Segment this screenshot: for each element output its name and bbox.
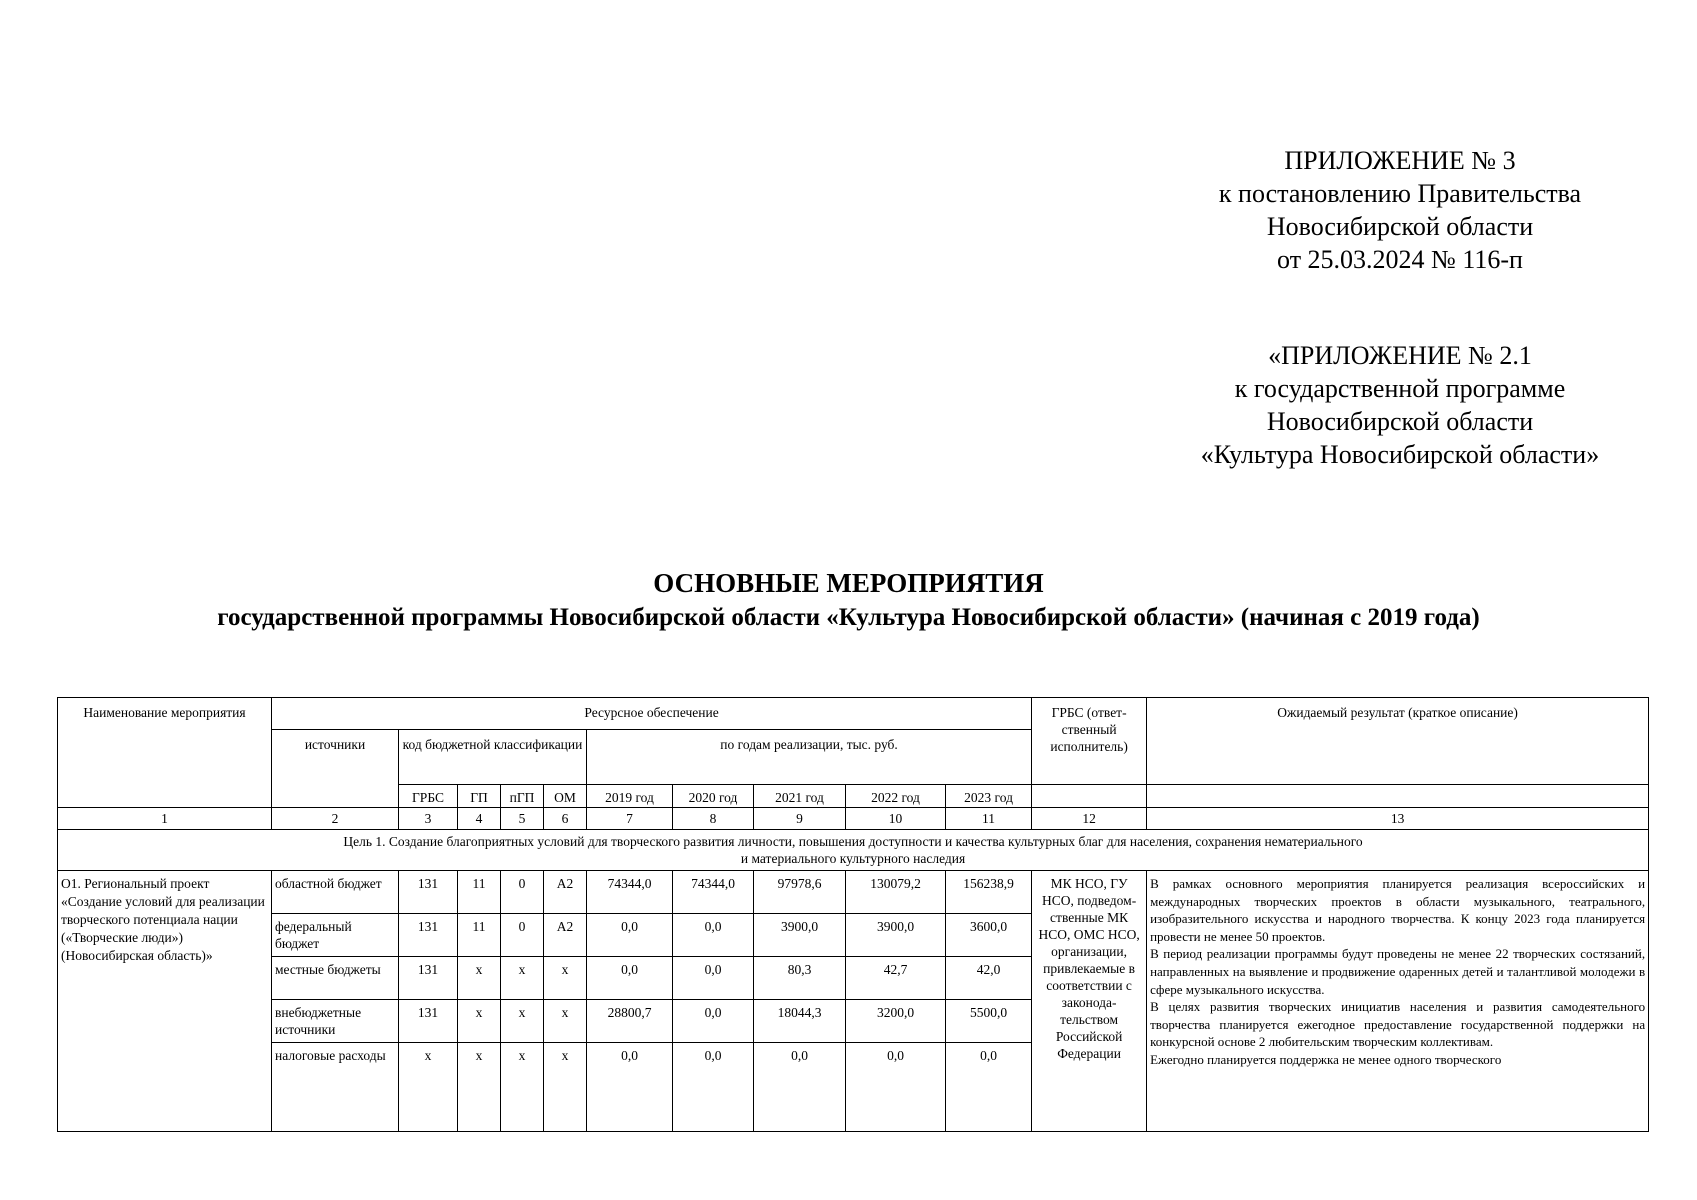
year-2023-cell: 42,0 — [946, 957, 1032, 1000]
code-om-cell: А2 — [544, 871, 587, 914]
result-paragraph: В рамках основного мероприятия планируется реализация всероссийских и международных творческих проектов в области музыкального, театрального, изобразительного искусства и народного творчества. К концу 2023 года планируется провести не менее 50 проектов. — [1150, 876, 1646, 944]
year-2021-cell: 18044,3 — [754, 1000, 846, 1043]
year-2022-cell: 42,7 — [846, 957, 946, 1000]
year-2019-cell: 28800,7 — [587, 1000, 673, 1043]
code-grbs-cell: х — [399, 1043, 458, 1132]
code-om-cell: х — [544, 1000, 587, 1043]
year-2019-cell: 0,0 — [587, 1043, 673, 1132]
year-2021-cell: 3900,0 — [754, 914, 846, 957]
column-number: 10 — [846, 808, 946, 830]
year-2022-cell: 3900,0 — [846, 914, 946, 957]
source-cell: областной бюджет — [272, 871, 399, 914]
goal-row — [58, 830, 1649, 871]
column-number: 3 — [399, 808, 458, 830]
appendix-header — [1140, 144, 1660, 276]
column-number: 1 — [58, 808, 272, 830]
header-year-2020: 2020 год — [673, 785, 754, 808]
header-resources: Ресурсное обеспечение — [272, 698, 1032, 730]
code-gp-cell: х — [458, 957, 501, 1000]
column-number-row — [58, 808, 1649, 830]
column-number: 12 — [1032, 808, 1147, 830]
expected-result-cell — [1147, 871, 1649, 1132]
executor-cell: МК НСО, ГУ НСО, подведом-ственные МК НСО, ОМС НСО, организации, привлекаемые в соответствии с законода-тельством Российской Федерации — [1032, 871, 1147, 1132]
year-2022-cell: 3200,0 — [846, 1000, 946, 1043]
column-number: 2 — [272, 808, 399, 830]
header-by-years: по годам реализации, тыс. руб. — [587, 730, 1032, 785]
events-table — [57, 697, 1649, 1132]
program-appendix-header — [1140, 339, 1660, 471]
code-om-cell: х — [544, 957, 587, 1000]
code-grbs-cell: 131 — [399, 957, 458, 1000]
appendix-region: Новосибирской области — [1266, 212, 1534, 241]
table-row — [58, 871, 1649, 914]
header-year-2019: 2019 год — [587, 785, 673, 808]
year-2019-cell: 74344,0 — [587, 871, 673, 914]
header-year-2022: 2022 год — [846, 785, 946, 808]
header-code-gp: ГП — [458, 785, 501, 808]
column-number: 13 — [1147, 808, 1649, 830]
source-cell: местные бюджеты — [272, 957, 399, 1000]
header-year-2023: 2023 год — [946, 785, 1032, 808]
code-pgp-cell: х — [501, 1043, 544, 1132]
code-pgp-cell: х — [501, 1000, 544, 1043]
code-gp-cell: 11 — [458, 914, 501, 957]
goal-cell — [58, 830, 1649, 871]
year-2022-cell: 0,0 — [846, 1043, 946, 1132]
header-code-pgp: пГП — [501, 785, 544, 808]
year-2022-cell: 130079,2 — [846, 871, 946, 914]
code-pgp-cell: 0 — [501, 914, 544, 957]
year-2020-cell: 0,0 — [673, 957, 754, 1000]
header-code-om: ОМ — [544, 785, 587, 808]
page-title: ОСНОВНЫЕ МЕРОПРИЯТИЯ — [653, 568, 1044, 598]
result-paragraph: Ежегодно планируется поддержка не менее одного творческого — [1150, 1051, 1502, 1067]
column-number: 9 — [754, 808, 846, 830]
column-number: 5 — [501, 808, 544, 830]
column-number: 8 — [673, 808, 754, 830]
code-pgp-cell: х — [501, 957, 544, 1000]
year-2020-cell: 0,0 — [673, 1043, 754, 1132]
program-appendix-region: Новосибирской области — [1266, 407, 1534, 436]
header-expected-result: Ожидаемый результат (краткое описание) — [1147, 698, 1649, 785]
year-2020-cell: 0,0 — [673, 914, 754, 957]
code-grbs-cell: 131 — [399, 871, 458, 914]
header-budget-code: код бюджетной классификации — [399, 730, 587, 785]
code-om-cell: А2 — [544, 914, 587, 957]
result-paragraph: В целях развития творческих инициатив населения и развития самодеятельного творчества планируется ежегодное предоставление государственной поддержки на конкурсной основе 2 любительским творческим коллективам. — [1150, 999, 1646, 1050]
code-grbs-cell: 131 — [399, 914, 458, 957]
source-cell: федеральный бюджет — [272, 914, 399, 957]
program-appendix-name: «Культура Новосибирской области» — [1200, 440, 1600, 469]
code-om-cell: х — [544, 1043, 587, 1132]
header-sources: источники — [272, 730, 399, 808]
appendix-reference: к постановлению Правительства — [1218, 179, 1582, 208]
appendix-date-number: от 25.03.2024 № 116-п — [1277, 245, 1523, 274]
year-2019-cell: 0,0 — [587, 957, 673, 1000]
goal-text-line2: и материального культурного наследия — [740, 851, 966, 866]
code-pgp-cell: 0 — [501, 871, 544, 914]
header-empty-12 — [1032, 785, 1147, 808]
year-2021-cell: 97978,6 — [754, 871, 846, 914]
program-appendix-number: «ПРИЛОЖЕНИЕ № 2.1 — [1268, 341, 1532, 370]
code-grbs-cell: 131 — [399, 1000, 458, 1043]
year-2020-cell: 74344,0 — [673, 871, 754, 914]
program-appendix-reference: к государственной программе — [1234, 374, 1566, 403]
column-number: 11 — [946, 808, 1032, 830]
year-2023-cell: 0,0 — [946, 1043, 1032, 1132]
appendix-number: ПРИЛОЖЕНИЕ № 3 — [1284, 146, 1516, 175]
year-2021-cell: 0,0 — [754, 1043, 846, 1132]
header-event-name: Наименование мероприятия — [58, 698, 272, 808]
page-subtitle: государственной программы Новосибирской области «Культура Новосибирской области» (начиная с 2019 года) — [217, 604, 1480, 631]
header-year-2021: 2021 год — [754, 785, 846, 808]
header-empty-13 — [1147, 785, 1649, 808]
event-name-cell: О1. Региональный проект «Создание условий для реализации творческого потенциала нации («Творческие люди») (Новосибирская область)» — [58, 871, 272, 1132]
result-paragraph: В период реализации программы будут проведены не менее 22 творческих состязаний, направленных на выявление и продвижение одаренных детей и талантливой молодежи в сфере музыкального искусства. — [1150, 946, 1646, 997]
year-2021-cell: 80,3 — [754, 957, 846, 1000]
header-row-1 — [58, 698, 1649, 730]
column-number: 6 — [544, 808, 587, 830]
year-2023-cell: 5500,0 — [946, 1000, 1032, 1043]
source-cell: внебюджетные источники — [272, 1000, 399, 1043]
code-gp-cell: х — [458, 1043, 501, 1132]
document-title — [0, 567, 1697, 635]
year-2023-cell: 3600,0 — [946, 914, 1032, 957]
header-grbs-executor: ГРБС (ответ-ственный исполнитель) — [1032, 698, 1147, 785]
source-cell: налоговые расходы — [272, 1043, 399, 1132]
code-gp-cell: х — [458, 1000, 501, 1043]
year-2020-cell: 0,0 — [673, 1000, 754, 1043]
column-number: 4 — [458, 808, 501, 830]
column-number: 7 — [587, 808, 673, 830]
code-gp-cell: 11 — [458, 871, 501, 914]
goal-text-line1: Цель 1. Создание благоприятных условий для творческого развития личности, повышения доступности и качества культурных благ для населения, сохранения нематериального — [343, 834, 1363, 849]
year-2019-cell: 0,0 — [587, 914, 673, 957]
header-code-grbs: ГРБС — [399, 785, 458, 808]
year-2023-cell: 156238,9 — [946, 871, 1032, 914]
